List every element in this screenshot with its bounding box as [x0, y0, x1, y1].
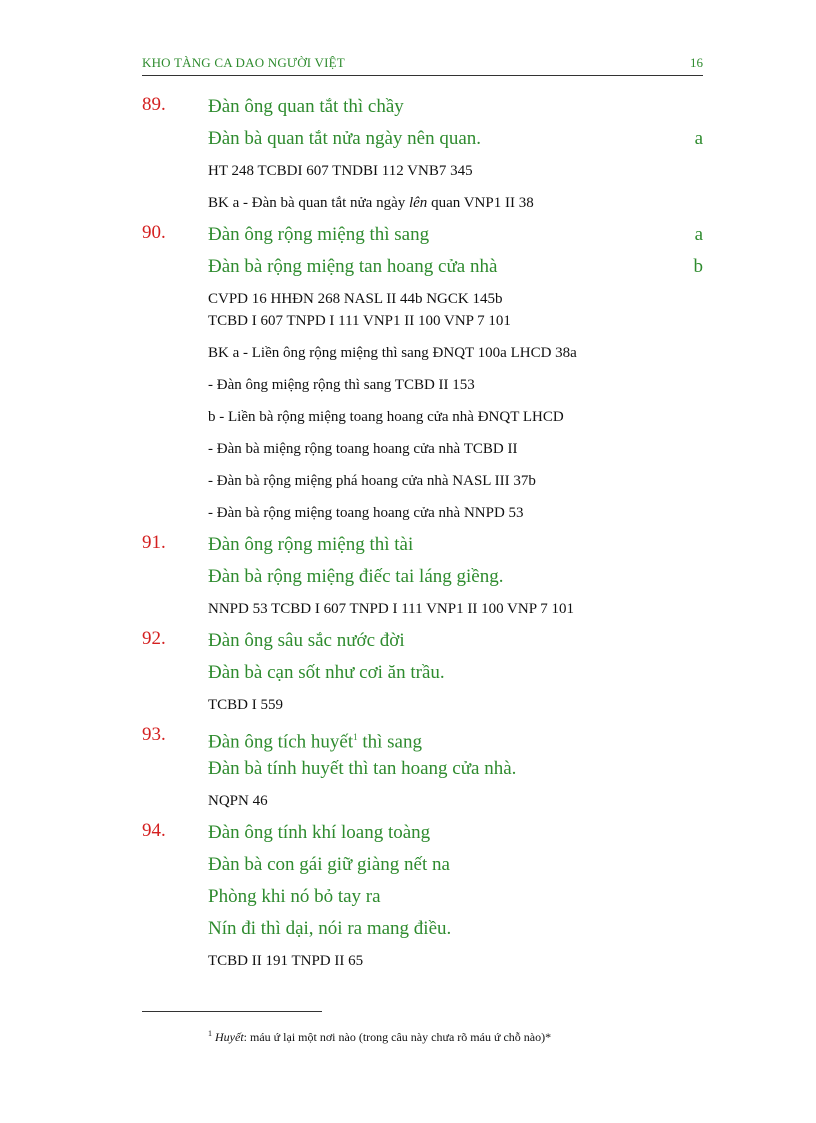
variant-mark: a: [694, 128, 703, 149]
variant-line: BK a - Liền ông rộng miệng thì sang ĐNQT 100a LHCD 38a: [208, 345, 577, 361]
page-number: 16: [690, 55, 703, 70]
verse-text: Đàn bà cạn sốt như cơi ăn trầu.: [208, 662, 445, 683]
entry-number: 89.: [142, 94, 166, 115]
source-line: TCBD I 607 TNPD I 111 VNP1 II 100 VNP 7 101: [208, 313, 511, 329]
verse-line: [142, 852, 703, 884]
variant-line: [142, 190, 703, 222]
verse-line: [142, 884, 703, 916]
variant-line: - Đàn bà rộng miệng toang hoang cửa nhà NNPD 53: [208, 505, 524, 521]
verse-text: Đàn ông tích huyết: [208, 731, 354, 753]
verse-line: [142, 660, 703, 692]
entries-list: [142, 94, 703, 980]
variant-line: - Đàn bà rộng miệng phá hoang cửa nhà NASL III 37b: [208, 473, 536, 489]
verse-text: Đàn ông quan tắt thì chầy: [208, 96, 404, 117]
entry-94: [142, 820, 703, 980]
variant-italic-word: lên: [408, 195, 428, 211]
variant-text: BK a - Đàn bà quan tắt nửa ngày: [208, 195, 409, 211]
verse-text: Đàn bà tính huyết thì tan hoang cửa nhà.: [208, 758, 517, 779]
entry-90: [142, 222, 703, 532]
verse-text: Đàn ông rộng miệng thì tài: [208, 534, 414, 555]
verse-text: Đàn bà con gái giữ giàng nết na: [208, 854, 450, 875]
verse-text: Đàn bà rộng miệng tan hoang cửa nhà: [208, 256, 498, 277]
variant-line: b - Liền bà rộng miệng toang hoang cửa nhà ĐNQT LHCD: [208, 409, 564, 425]
entry-89: [142, 94, 703, 222]
running-header: [142, 55, 703, 76]
entry-91: [142, 532, 703, 628]
verse-line: [142, 564, 703, 596]
verse-line: [142, 254, 703, 286]
entry-number: 92.: [142, 628, 166, 649]
verse-text: Nín đi thì dại, nói ra mang điều.: [208, 918, 452, 939]
variant-line: - Đàn ông miệng rộng thì sang TCBD II 153: [208, 377, 475, 393]
entry-number: 91.: [142, 532, 166, 553]
footnote-text: : máu ứ lại một nơi nào (trong câu này chưa rõ máu ứ chỗ nào)*: [243, 1030, 552, 1044]
verse-line: [142, 532, 703, 564]
verse-line: [142, 756, 703, 788]
variant-mark: a: [694, 224, 703, 245]
verse-text: Đàn ông rộng miệng thì sang: [208, 224, 430, 245]
verse-line: [142, 724, 703, 756]
source-line: NQPN 46: [208, 793, 268, 809]
footnote-term: Huyết: [215, 1030, 244, 1044]
source-line: HT 248 TCBDI 607 TNDBI 112 VNB7 345: [208, 163, 473, 179]
verse-text: thì sang: [357, 731, 422, 753]
footnote-ref[interactable]: 1: [353, 732, 358, 742]
variant-mark: b: [693, 256, 703, 277]
verse-text: Phòng khi nó bỏ tay ra: [208, 886, 381, 907]
verse-line: [142, 916, 703, 948]
source-line: TCBD I 559: [208, 697, 283, 713]
footnote: [208, 1029, 551, 1045]
book-title: KHO TÀNG CA DAO NGƯỜI VIỆT: [142, 55, 345, 70]
verse-text: Đàn bà quan tắt nửa ngày nên quan.: [208, 128, 482, 149]
variant-text: quan VNP1 II 38: [427, 195, 534, 211]
verse-text: Đàn ông sâu sắc nước đời: [208, 630, 405, 651]
verse-text: Đàn bà rộng miệng điếc tai láng giềng.: [208, 566, 504, 587]
verse-text: Đàn ông tính khí loang toàng: [208, 822, 431, 843]
entry-number: 90.: [142, 222, 166, 243]
entry-number: 94.: [142, 820, 166, 841]
footnote-marker: 1: [208, 1029, 212, 1038]
source-line: TCBD II 191 TNPD II 65: [208, 953, 364, 969]
entry-92: [142, 628, 703, 724]
entry-93: [142, 724, 703, 820]
verse-line: [142, 628, 703, 660]
entry-number: 93.: [142, 724, 166, 745]
verse-line: [142, 94, 703, 126]
variant-line: - Đàn bà miệng rộng toang hoang cửa nhà TCBD II: [208, 441, 518, 457]
source-line: NNPD 53 TCBD I 607 TNPD I 111 VNP1 II 100 VNP 7 101: [208, 601, 575, 617]
verse-line: [142, 126, 703, 158]
source-line: CVPD 16 HHĐN 268 NASL II 44b NGCK 145b: [208, 291, 503, 307]
footnote-separator: [142, 1011, 322, 1012]
verse-line: [142, 222, 703, 254]
verse-line: [142, 820, 703, 852]
